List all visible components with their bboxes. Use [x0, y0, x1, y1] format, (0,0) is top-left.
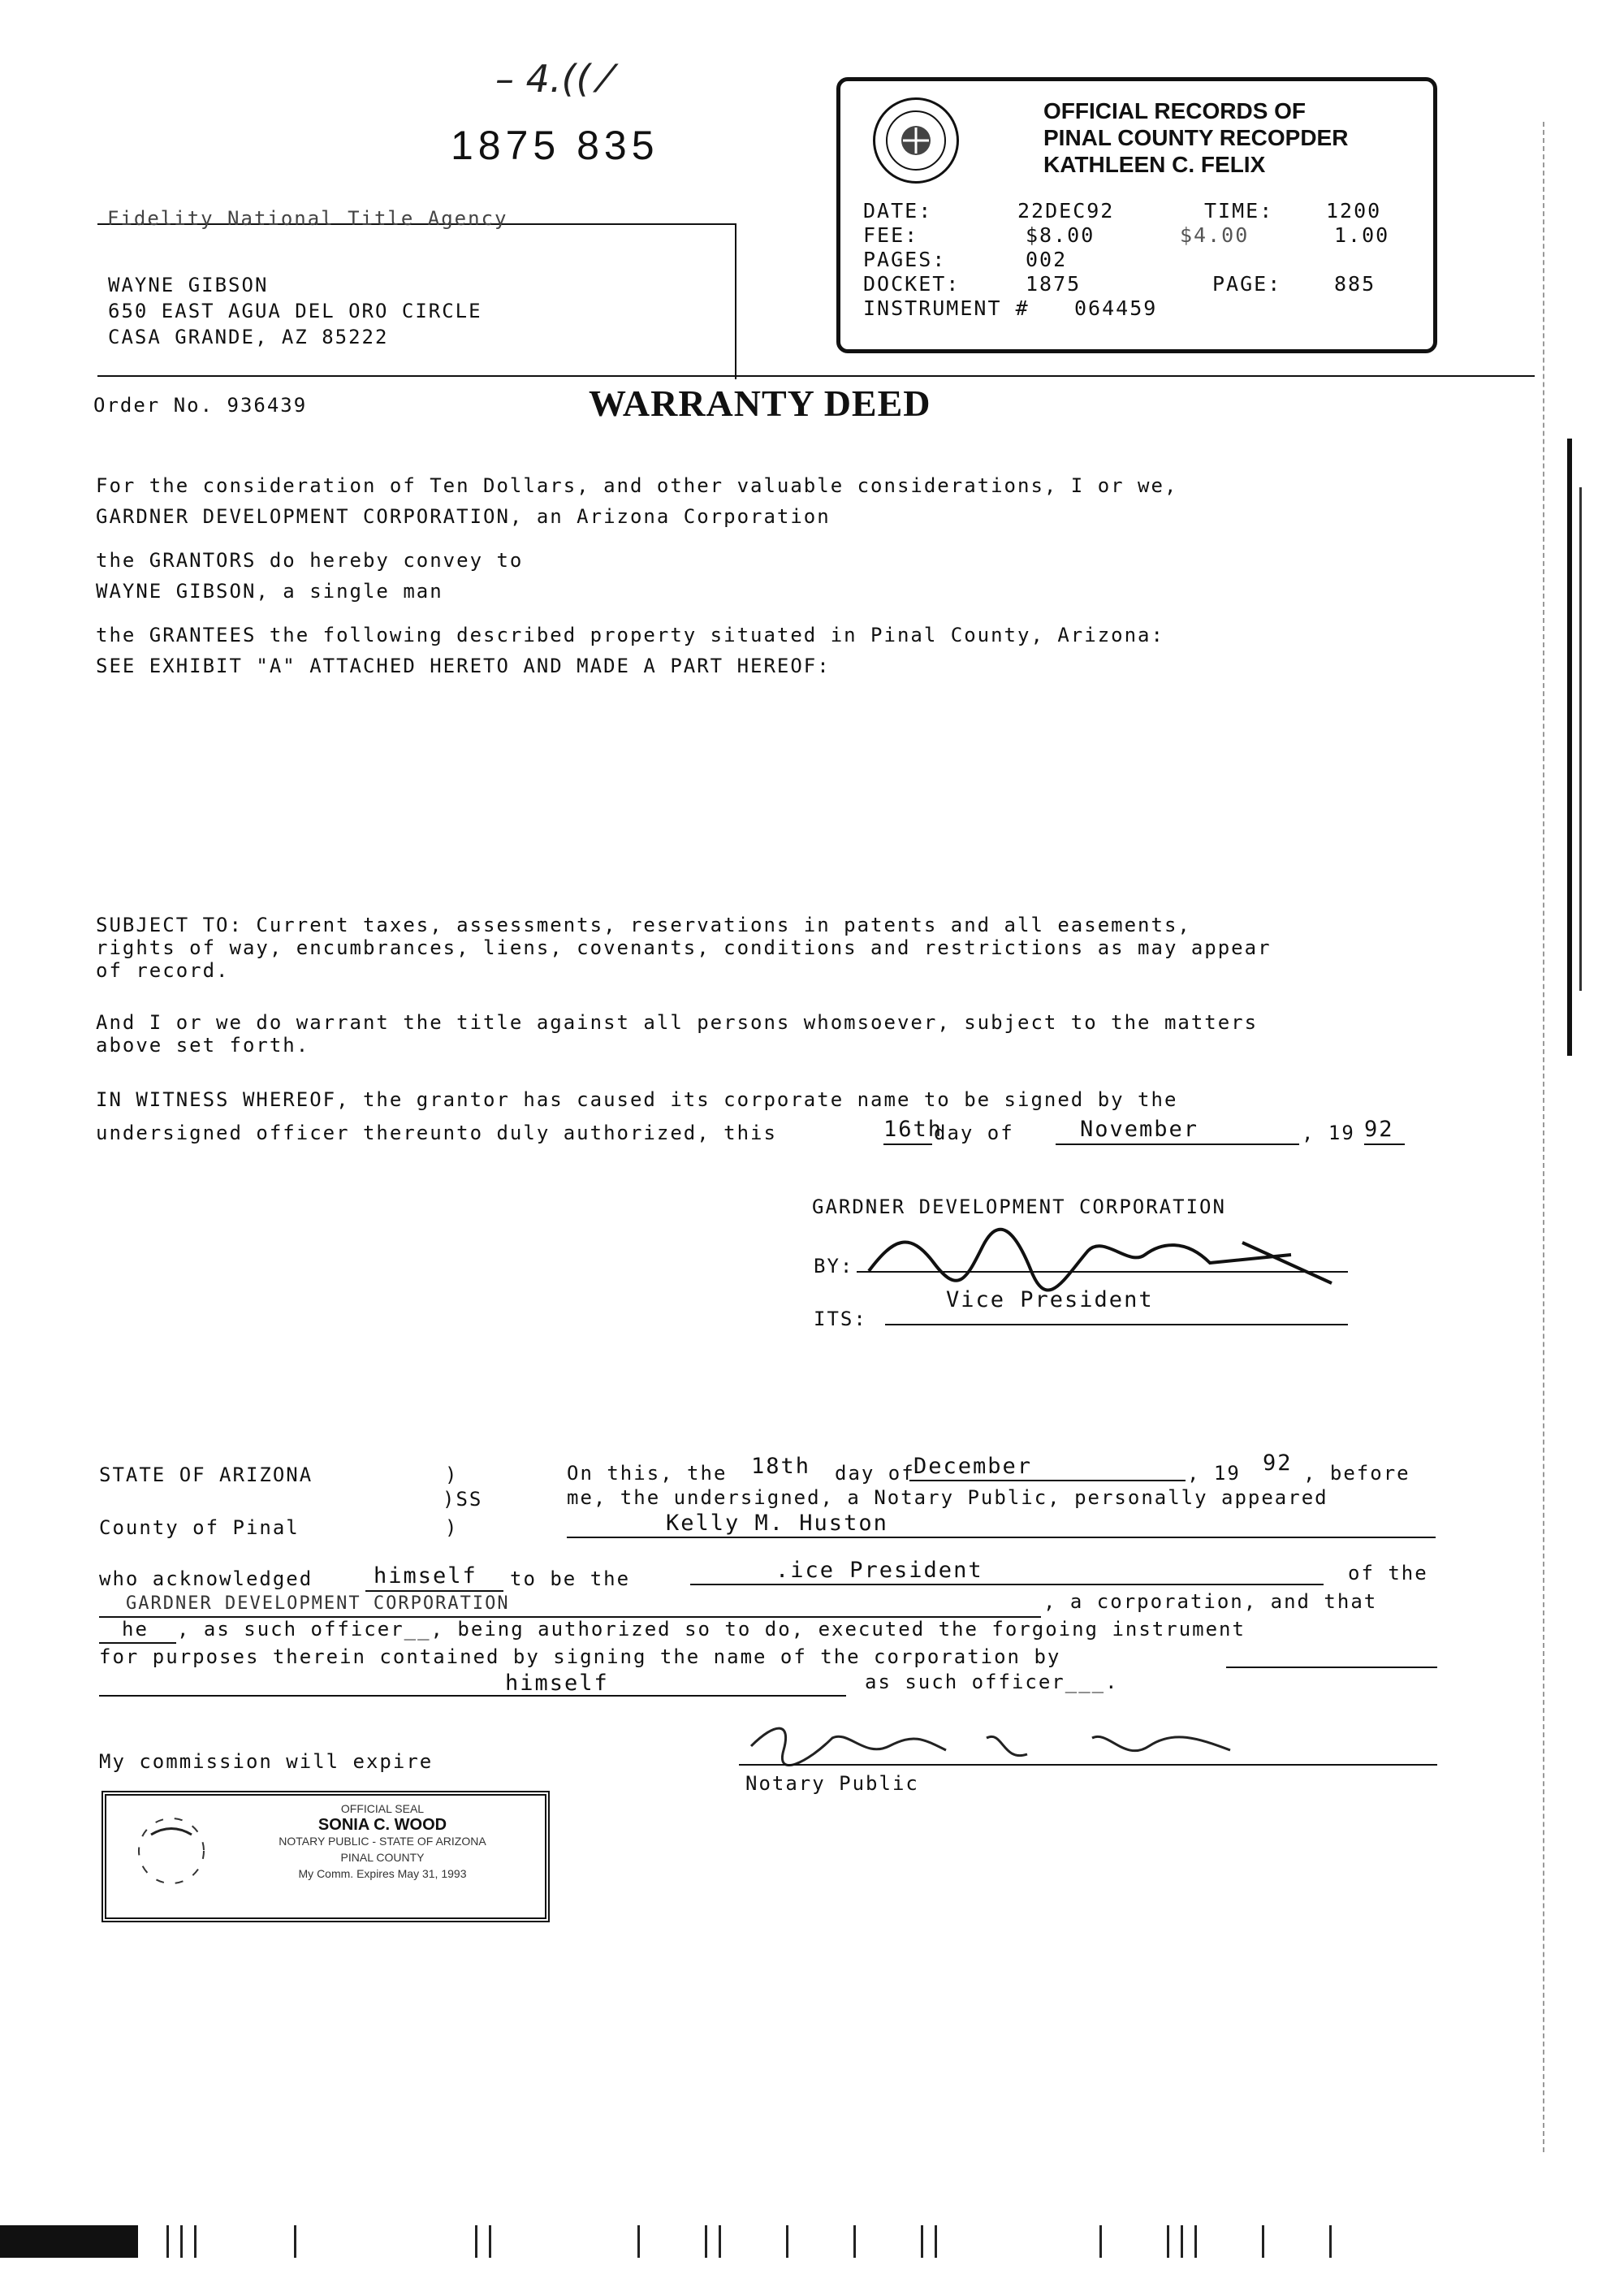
seal-line-4: PINAL COUNTY [340, 1851, 425, 1864]
notary-signature [743, 1714, 1263, 1779]
signature-corp-name: GARDNER DEVELOPMENT CORPORATION [812, 1195, 1226, 1218]
order-number: Order No. 936439 [93, 394, 308, 417]
as-such-officer: as such officer___. [865, 1671, 1119, 1693]
witness-day-line [883, 1143, 932, 1145]
warrant-line-1: And I or we do warrant the title against all persons whomsoever, subject to the matters [96, 1011, 1259, 1034]
exhibit-text: SEE EXHIBIT "A" ATTACHED HERETO AND MADE A PART HEREOF: [96, 655, 831, 677]
ack-title-line [690, 1584, 1324, 1585]
county-label: County of Pinal [99, 1516, 300, 1539]
notary-day-of: day of [835, 1462, 915, 1485]
commission-label: My commission will expire [99, 1750, 434, 1773]
pages-label: PAGES: [863, 248, 947, 271]
subject-to-line-3: of record. [96, 959, 230, 982]
instrument-label: INSTRUMENT # [863, 296, 1030, 320]
witness-line-2: undersigned officer thereunto duly authorized, this [96, 1122, 777, 1144]
recorder-line-3: KATHLEEN C. FELIX [1043, 152, 1266, 177]
county-seal-icon [873, 97, 959, 184]
notary-seal-icon [127, 1810, 216, 1891]
title-agency: Fidelity National Title Agency [107, 207, 508, 230]
witness-line-1: IN WITNESS WHEREOF, the grantor has caused its corporate name to be signed by the [96, 1088, 1178, 1111]
appeared-person: Kelly M. Huston [666, 1511, 888, 1536]
he-text: he [122, 1618, 149, 1641]
grantee-name: WAYNE GIBSON, a single man [96, 580, 443, 603]
docket-value: 1875 [1026, 272, 1082, 296]
convey-text: the GRANTORS do hereby convey to [96, 549, 524, 572]
notary-corp-tail: , a corporation, and that [1043, 1590, 1378, 1613]
witness-year: 92 [1364, 1117, 1394, 1142]
return-name: WAYNE GIBSON [108, 274, 269, 296]
instrument-value: 064459 [1074, 296, 1158, 320]
paren-1: ) [445, 1463, 459, 1486]
himself-2-line [99, 1695, 846, 1697]
its-value: Vice President [946, 1287, 1154, 1312]
notary-public-label: Notary Public [745, 1772, 919, 1795]
witness-year-line [1364, 1143, 1405, 1145]
on-this-label: On this, the [567, 1462, 728, 1485]
ack-to-be: to be the [510, 1567, 631, 1590]
docket-page-number: 1875 835 [451, 123, 659, 168]
recorder-line-2: PINAL COUNTY RECOPDER [1043, 125, 1349, 150]
state-label: STATE OF ARIZONA [99, 1463, 313, 1486]
himself-2: himself [505, 1671, 609, 1696]
notary-month-line [909, 1480, 1186, 1481]
ss-label: )SS [443, 1488, 483, 1511]
fee-value: $8.00 [1026, 223, 1095, 247]
recorder-stamp [836, 77, 1437, 353]
witness-year-prefix: , 19 [1302, 1122, 1355, 1144]
notary-year-prefix: , 19 [1187, 1462, 1241, 1485]
witness-month-line [1056, 1143, 1299, 1145]
scan-edge-mark [1567, 439, 1572, 1056]
bottom-timing-block [0, 2225, 138, 2258]
he-line [99, 1642, 176, 1644]
notary-year: 92 [1263, 1450, 1293, 1476]
handwritten-mark: – 4.(( ⁄ [495, 57, 609, 101]
ack-title: .ice President [775, 1558, 983, 1583]
officer-line: , as such officer__, being authorized so to do, executed the forgoing instrument [177, 1618, 1246, 1641]
recorder-line-1: OFFICIAL RECORDS OF [1043, 98, 1307, 123]
appeared-person-line [567, 1537, 1436, 1538]
witness-day-of: day of [934, 1122, 1014, 1144]
purposes-line: for purposes therein contained by signing the name of the corporation by [99, 1645, 1061, 1668]
ack-label: who acknowledged [99, 1567, 313, 1590]
page-value: 885 [1334, 272, 1376, 296]
notary-seal-stamp [102, 1791, 550, 1922]
officer-signature [861, 1222, 1348, 1295]
ack-himself-line [365, 1590, 503, 1592]
time-label: TIME: [1204, 199, 1274, 223]
by-label: BY: [814, 1255, 854, 1278]
fee-value-2: $4.00 [1180, 223, 1250, 247]
seal-line-5: My Comm. Expires May 31, 1993 [298, 1867, 467, 1880]
notary-day: 18th [751, 1454, 811, 1479]
header-divider [97, 375, 1535, 377]
seal-line-1: OFFICIAL SEAL [340, 1802, 425, 1815]
notary-corp-name: GARDNER DEVELOPMENT CORPORATION [126, 1593, 510, 1614]
its-label: ITS: [814, 1308, 867, 1330]
seal-line-3: NOTARY PUBLIC - STATE OF ARIZONA [279, 1835, 486, 1848]
ack-of-the: of the [1348, 1562, 1428, 1584]
purposes-blank-line [1226, 1667, 1437, 1668]
notary-signature-line [739, 1764, 1437, 1766]
scan-edge-mark-2 [1579, 487, 1582, 991]
time-value: 1200 [1326, 199, 1382, 223]
paren-3: ) [445, 1516, 459, 1539]
subject-to-line-1: SUBJECT TO: Current taxes, assessments, reservations in patents and all easements, [96, 914, 1191, 936]
pages-value: 002 [1026, 248, 1068, 271]
scan-edge-dashes [1543, 122, 1546, 2152]
notary-month: December [914, 1454, 1033, 1479]
date-label: DATE: [863, 199, 933, 223]
page-label: PAGE: [1212, 272, 1282, 296]
consideration-text: For the consideration of Ten Dollars, and other valuable considerations, I or we, [96, 474, 1178, 497]
warrant-line-2: above set forth. [96, 1034, 310, 1057]
witness-day: 16th [883, 1117, 944, 1142]
subject-to-line-2: rights of way, encumbrances, liens, covenants, conditions and restrictions as may appear [96, 936, 1272, 959]
notary-before: , before [1303, 1462, 1410, 1485]
return-street: 650 EAST AGUA DEL ORO CIRCLE [108, 300, 482, 322]
return-city: CASA GRANDE, AZ 85222 [108, 326, 389, 348]
fee-value-3: 1.00 [1334, 223, 1390, 247]
fee-label: FEE: [863, 223, 919, 247]
ack-himself: himself [374, 1563, 477, 1589]
its-line [885, 1324, 1348, 1325]
notary-line-2: me, the undersigned, a Notary Public, personally appeared [567, 1486, 1328, 1509]
document-title: WARRANTY DEED [589, 383, 931, 424]
docket-label: DOCKET: [863, 272, 961, 296]
grantor-name: GARDNER DEVELOPMENT CORPORATION, an Arizona Corporation [96, 505, 831, 528]
property-text: the GRANTEES the following described property situated in Pinal County, Arizona: [96, 624, 1164, 646]
seal-line-2: SONIA C. WOOD [317, 1816, 447, 1834]
date-value: 22DEC92 [1017, 199, 1115, 223]
bottom-timing-marks [166, 2225, 1466, 2261]
witness-month: November [1080, 1117, 1199, 1142]
